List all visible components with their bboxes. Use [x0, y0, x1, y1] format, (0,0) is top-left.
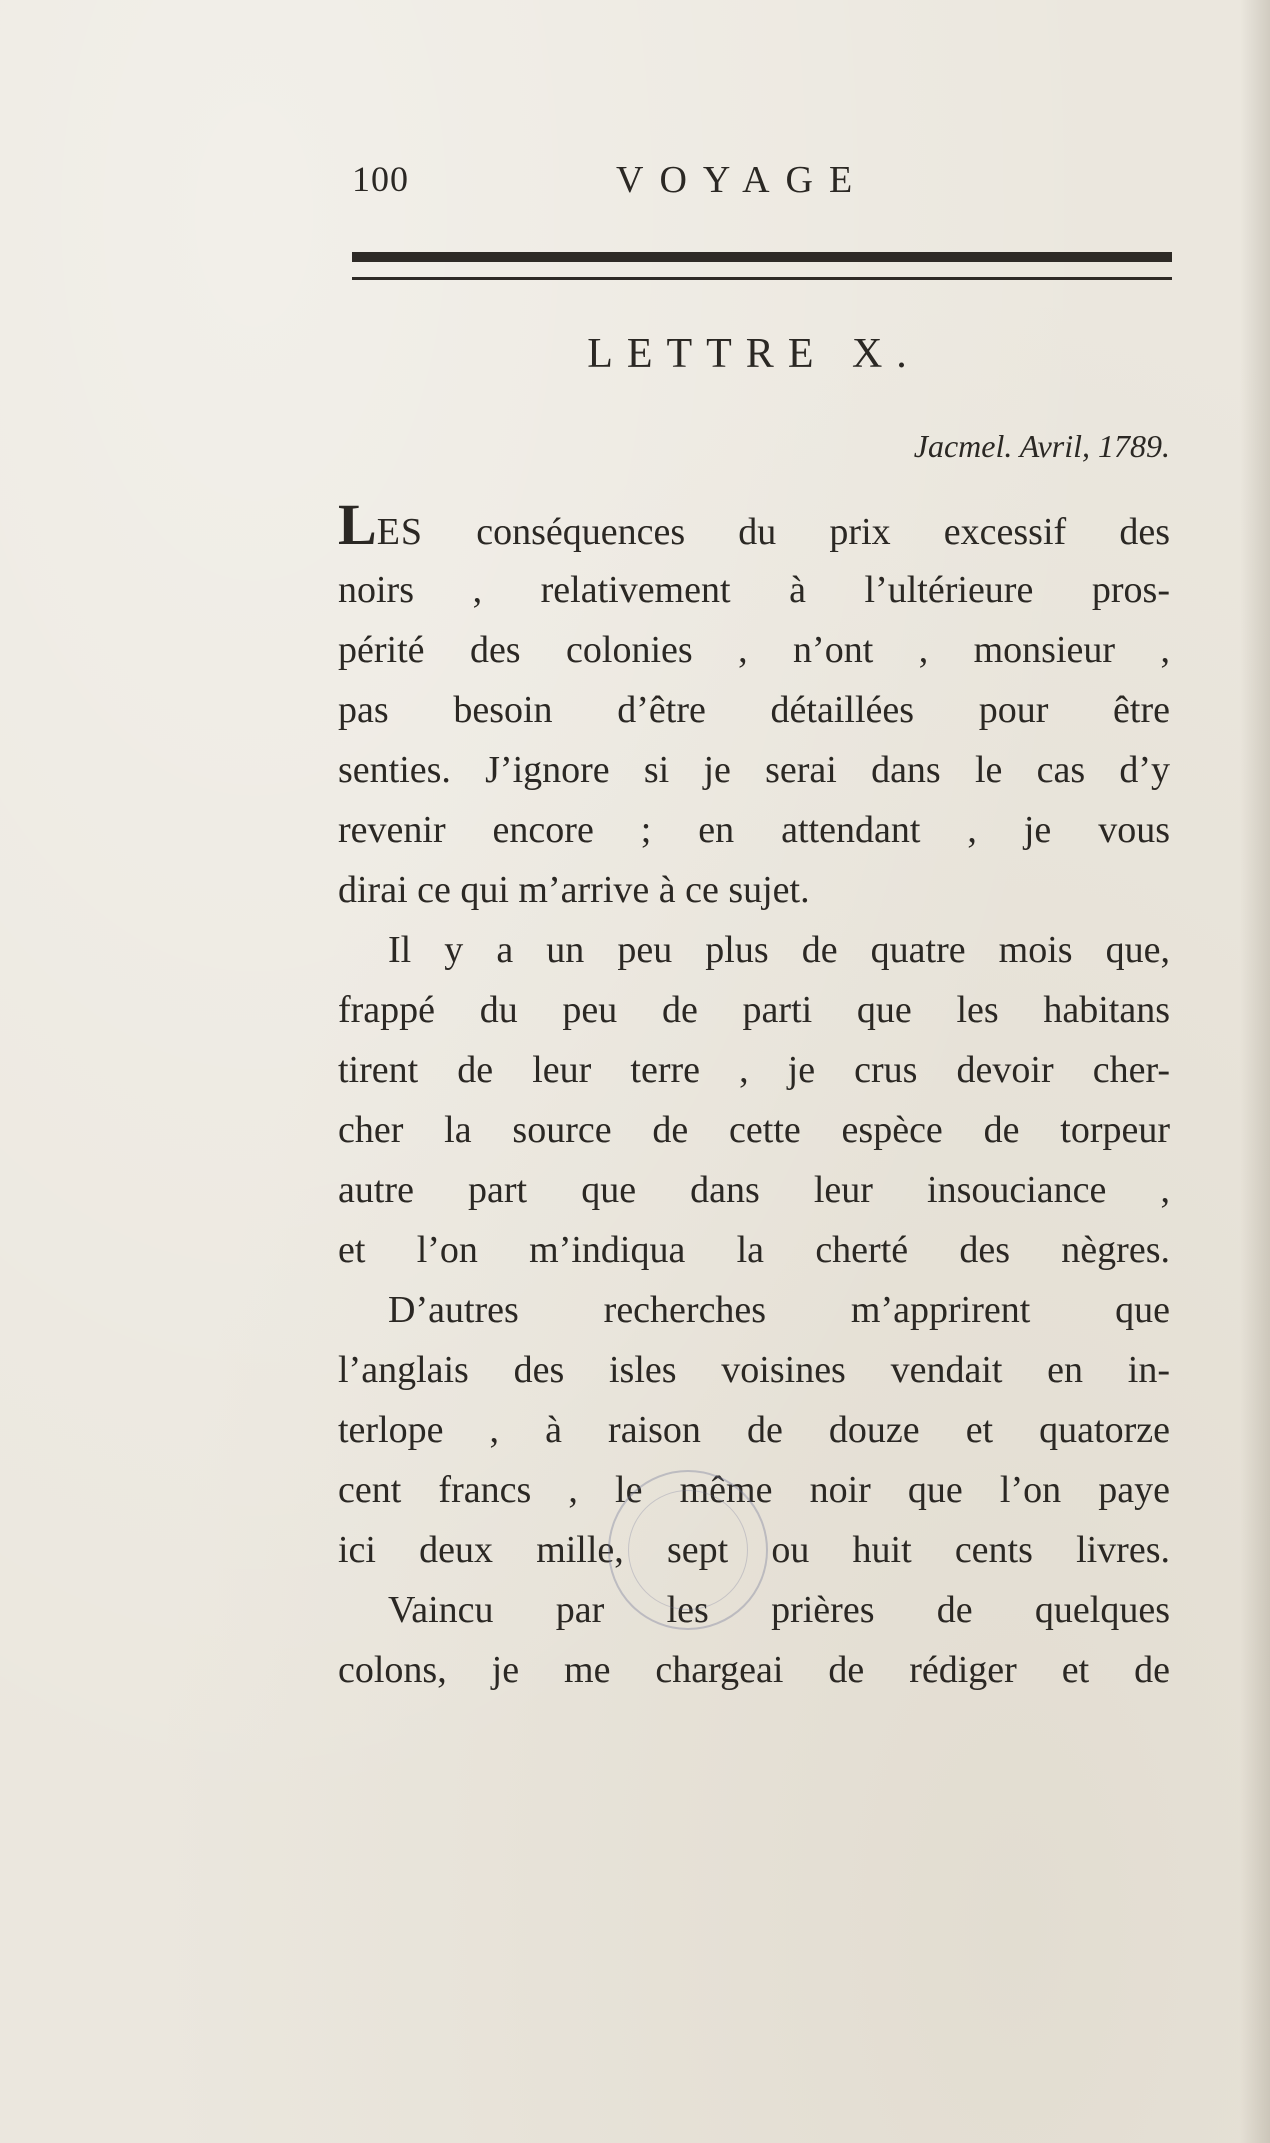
text-line: noirs , relativement à l’ultérieure pros- [338, 569, 1170, 611]
page-gutter-shadow [1240, 0, 1270, 2143]
text-line: autre part que dans leur insouciance , [338, 1169, 1170, 1211]
text-line: Il y a un peu plus de quatre mois que, [388, 929, 1170, 971]
library-stamp-inner-ring [628, 1490, 748, 1610]
running-title: VOYAGE [616, 159, 869, 201]
text-line: Vaincu par les prières de quelques [388, 1589, 1170, 1631]
text-line: périté des colonies , n’ont , monsieur , [338, 629, 1170, 671]
header-rule-thin [352, 277, 1172, 280]
text-line: cher la source de cette espèce de torpeur [338, 1109, 1170, 1151]
header-rule-thick [352, 252, 1172, 262]
text-line: tirent de leur terre , je crus devoir cher- [338, 1049, 1170, 1091]
line-text: conséquences du prix excessif des [423, 511, 1170, 553]
letter-title: LETTRE X. [587, 331, 921, 377]
text-line: terlope , à raison de douze et quatorze [338, 1409, 1170, 1451]
text-line [338, 492, 1170, 560]
text-line: ici deux mille, sept ou huit cents livres. [338, 1529, 1170, 1571]
text-line: l’anglais des isles voisines vendait en in- [338, 1349, 1170, 1391]
text-line: revenir encore ; en attendant , je vous [338, 809, 1170, 851]
text-line: D’autres recherches m’apprirent que [388, 1289, 1170, 1331]
running-head [338, 158, 1170, 201]
text-line: pas besoin d’être détaillées pour être [338, 689, 1170, 731]
text-line: dirai ce qui m’arrive à ce sujet. [338, 869, 810, 911]
text-line: cent francs , le même noir que l’on paye [338, 1469, 1170, 1511]
drop-cap: L [338, 492, 377, 557]
small-caps-word: ES [376, 511, 424, 553]
text-line: et l’on m’indiqua la cherté des nègres. [338, 1229, 1170, 1271]
page-number: 100 [352, 159, 409, 199]
text-line: colons, je me chargeai de rédiger et de [338, 1649, 1170, 1691]
letter-dateline: Jacmel. Avril, 1789. [913, 428, 1170, 464]
text-line: senties. J’ignore si je serai dans le cas d’y [338, 749, 1170, 791]
text-line: frappé du peu de parti que les habitans [338, 989, 1170, 1031]
library-stamp [608, 1470, 768, 1630]
